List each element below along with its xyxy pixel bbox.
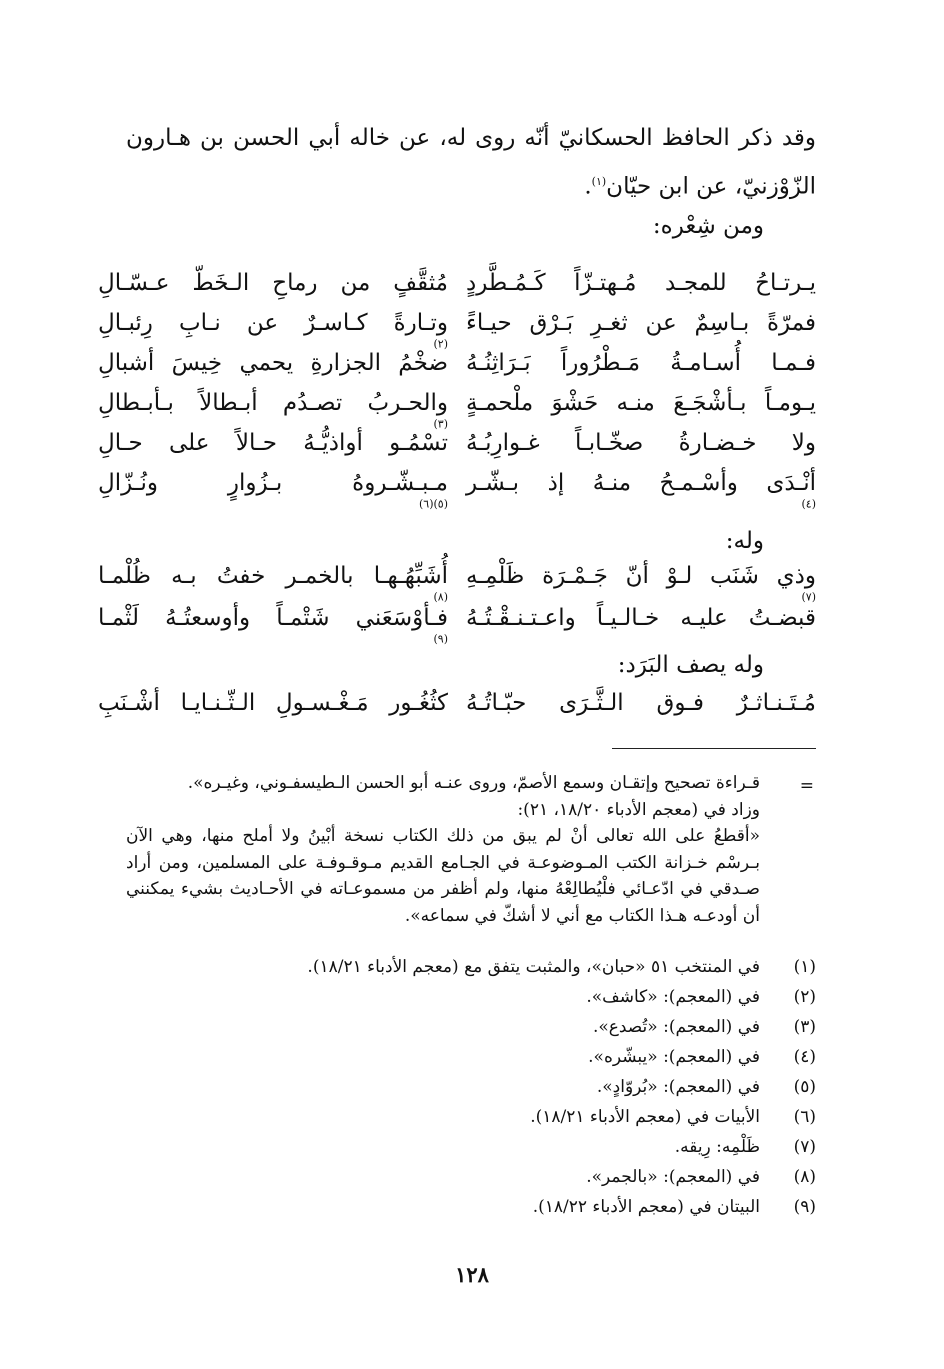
footnote-divider (612, 748, 816, 749)
verse-row (98, 270, 816, 310)
footnote-number: (١) (793, 957, 816, 977)
footnote-text: الأبيات في (معجم الأدباء ١٨/٢١). (530, 1107, 760, 1127)
verse-sadr-text: وذي شَنَب لـوْ أنّ جَـمْـرَة ظَلْمِـهِ (466, 563, 816, 589)
verse-ajuz (98, 470, 448, 510)
verse-sadr (466, 563, 816, 603)
verse-sadr: فـمـا أُسـامـةُ مَـطْرُوراً بَـرَاثِنُـهُ (466, 350, 816, 376)
verse-ajuz-text: مـبـشّـروهُ بـزُوارٍ ونُـزّالِ (98, 470, 448, 496)
intro-line-2-text: الزّوْزنيّ، عن ابن حيّان (606, 173, 816, 200)
verse-ajuz: تسْمُـو أواذيُّـهُ حـالاً على حـالِ (98, 430, 448, 456)
verse-ajuz (98, 310, 448, 350)
verse-ajuz (98, 563, 448, 603)
footnote-ref: (٧) (801, 590, 816, 604)
verse-ajuz: كثُغُـور مَـغْـسـولِ الـثّـنـايـا أشْـنَبِ (98, 690, 448, 716)
verse-row (98, 563, 816, 603)
verse-ajuz: ضخْمُ الجزارةِ يحمي خِيسَ أشبالِ (98, 350, 448, 376)
verse-sadr: قبضـتُ عليـه خـالـيـاً واعـتـنـقْـتُـهُ (466, 605, 816, 631)
verse-ajuz-text: والحـربُ تصـدُم أبـطالاً بـأبـطالِ (98, 390, 448, 416)
verse-row (98, 470, 816, 510)
verse-row (98, 390, 816, 430)
footnote-item (586, 987, 816, 1015)
label-barad: وله يصف البَرَد: (617, 652, 764, 678)
footnote-ref: (٥)(٦) (418, 497, 448, 511)
intro-line-2 (126, 160, 816, 209)
intro-line-1: وقد ذكر الحافظ الحسكانيّ أنّه روى له، عن خاله أبي الحسن بن هـارون (126, 125, 816, 151)
verse-row (98, 350, 816, 390)
footnote-ref: (٤) (801, 497, 816, 511)
intro-line-2-end: . (584, 173, 592, 200)
footnote-number: (٣) (793, 1017, 816, 1037)
footnote-item (586, 1167, 816, 1195)
footnote-ref: (١) (591, 175, 607, 188)
footnote-number: (٦) (793, 1107, 816, 1127)
verse-row (98, 310, 816, 350)
footnote-continuation-line: قـراءة تصحيح وإتقـان وسمع الأصمّ، وروى عنـه أبو الحسن الـطيسفـوني، وغيـره». (187, 773, 760, 793)
verse-ajuz-text: أُشَبِّهُـهـا بالخمـر خفتُ بـه ظُلْمـا (98, 563, 448, 589)
footnote-text: في (المعجم): «كاشف». (586, 987, 760, 1007)
footnote-ref: (٣) (433, 417, 448, 431)
label-shiruhu: ومن شِعْره: (652, 213, 764, 239)
verse-sadr: يـومـاً بـأشْجَـعَ منـه حَشْوَ ملْحمـةٍ (466, 390, 816, 416)
footnote-item (588, 1047, 816, 1075)
verse-ajuz (98, 605, 448, 645)
footnote-text: في المنتخب ٥١ «حبان»، والمثبت يتفق مع (معجم الأدباء ١٨/٢١). (307, 957, 760, 977)
verse-ajuz-text: فـأوْسَعَني شَتْمـاً وأوسعتُـهُ لَثْمـا (98, 605, 448, 631)
verse-ajuz: مُثقَّفٍ من رماحِ الـخَطّ عـسّـالِ (98, 270, 448, 296)
page-number: ١٢٨ (455, 1262, 489, 1287)
footnote-text: ظَلْمِه: رِيقه. (674, 1137, 760, 1157)
verse-ajuz-text: وتـارةً كـاسـرٌ عن نـابِ رِئبـالِ (98, 310, 448, 336)
footnote-item (597, 1077, 816, 1105)
verse-row (98, 690, 816, 730)
verse-sadr: ولا خـضـارةُ صخّـابـاً غـوارِبُـهُ (466, 430, 816, 456)
footnote-number: (٤) (793, 1047, 816, 1067)
footnote-ref: (٩) (433, 632, 448, 646)
footnote-continuation-mark: = (799, 776, 814, 796)
verse-row (98, 430, 816, 470)
footnote-item (530, 1107, 816, 1135)
footnote-item (307, 957, 816, 985)
footnote-text: في (المعجم): «تُصدع». (592, 1017, 760, 1037)
footnote-ref: (٨) (433, 590, 448, 604)
footnote-continuation-line: وزاد في (معجم الأدباء ١٨/٢٠، ٢١): (517, 799, 760, 820)
footnote-item (533, 1197, 816, 1225)
verse-sadr (466, 470, 816, 510)
footnote-text: في (المعجم): «يبشّره». (588, 1047, 760, 1067)
footnote-number: (٩) (793, 1197, 816, 1217)
intro-paragraph (126, 116, 816, 209)
footnote-item (593, 1017, 816, 1045)
label-lahu: وله: (725, 528, 764, 554)
footnote-ref: (٢) (433, 337, 448, 351)
verse-sadr: مُـتَـنـاثـرٌ فـوق الـثَّـرَى حبّـاتُـهُ (466, 690, 816, 716)
footnote-text: البيتان في (معجم الأدباء ١٨/٢٢). (532, 1197, 760, 1217)
footnote-number: (٨) (793, 1167, 816, 1187)
footnote-number: (٧) (793, 1137, 816, 1157)
verse-sadr: فمرّةً بـاسِمٌ عن ثغـرِ بَـرْق حيـاءً (466, 310, 816, 336)
verse-sadr-text: أنْـدَى وأسْـمـحُ منـهُ إذ بـشّـر (466, 470, 816, 496)
footnote-number: (٢) (793, 987, 816, 1007)
footnote-continuation (126, 770, 760, 929)
verse-ajuz (98, 390, 448, 430)
footnote-continuation-quote: «أقطعُ على الله تعالى أنْ لم يبق من ذلك الكتاب نسخة أبْينُ ولا أملح منها، وهي الآن بـرسْم خـزانة الكتب المـوضوعـة في الجـامع القديم مـوقـوفـة على المسلمين، ومن أراد صـدقي في ادّعـائي فلْيُطالِعْهُ منها، ولم أظفر من مسموعـاته في الأحـاديث بشيء يمكنني أن أودعـه هـذا الكتاب مع أني لا أشكّ في سماعه». (126, 826, 760, 926)
footnote-text: في (المعجم): «بُروّادٍ». (596, 1077, 760, 1097)
footnote-number: (٥) (793, 1077, 816, 1097)
verse-row (98, 605, 816, 645)
verse-sadr: يـرتـاحُ للمجـد مُـهتـزّاً كَـمُـطَّردٍ (466, 270, 816, 296)
footnote-text: في (المعجم): «بالجمر». (586, 1167, 760, 1187)
footnote-item (675, 1137, 816, 1165)
